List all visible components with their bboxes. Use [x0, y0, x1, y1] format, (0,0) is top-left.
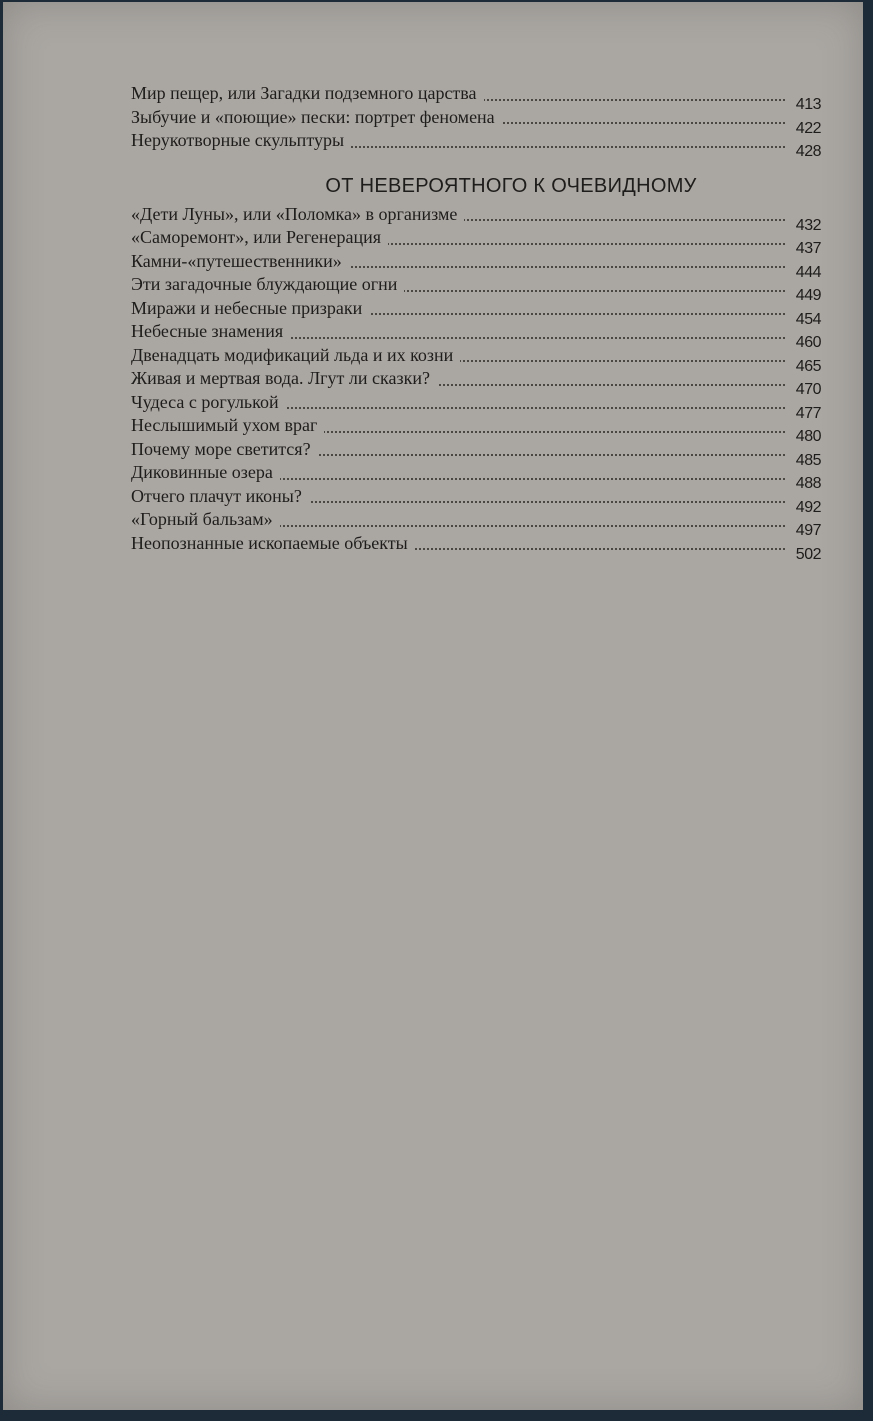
toc-entry — [131, 414, 821, 445]
toc-entry-title: Миражи и небесные призраки — [131, 297, 363, 318]
toc-entry — [131, 320, 821, 351]
toc-entry — [131, 344, 821, 375]
toc-entry-page: 502 — [794, 543, 821, 567]
toc-entry-page: 449 — [794, 284, 821, 308]
toc-entry-title: Камни-«путешественники» — [131, 250, 342, 271]
toc-entry-title: Диковинные озера — [131, 462, 273, 482]
toc-entry-page: 477 — [794, 402, 821, 426]
toc-entry-title: Отчего плачут иконы? — [131, 485, 302, 506]
toc-entry-page: 428 — [794, 140, 821, 164]
toc-entry — [131, 106, 821, 137]
toc-entry-title: Чудеса с рогулькой — [131, 391, 279, 412]
toc-entry — [131, 82, 821, 113]
toc-entry-title: Неопознанные ископаемые объекты — [131, 532, 408, 553]
toc-entry — [131, 532, 821, 563]
toc-entry-title: «Горный бальзам» — [131, 509, 273, 529]
toc-entry-page: 465 — [794, 355, 821, 379]
toc-entry-title: Эти загадочные блуждающие огни — [131, 274, 398, 294]
toc-entry-page: 492 — [794, 496, 821, 520]
toc-entry — [131, 226, 821, 257]
toc-entry-title: Двенадцать модификаций льда и их козни — [131, 344, 454, 365]
toc-entry-page: 485 — [794, 449, 821, 473]
toc-entry — [131, 203, 821, 234]
table-of-contents — [131, 82, 821, 563]
toc-entry-page: 480 — [794, 425, 821, 449]
toc-entry-page: 422 — [794, 117, 821, 141]
toc-entry-page: 488 — [794, 472, 821, 496]
toc-entry — [131, 129, 821, 160]
toc-entry — [131, 367, 821, 398]
toc-entry — [131, 273, 821, 304]
toc-entry-page: 460 — [794, 331, 821, 355]
toc-entry — [131, 438, 821, 469]
toc-entry-page: 497 — [794, 519, 821, 543]
toc-entry-page: 413 — [794, 93, 821, 117]
toc-entry — [131, 508, 821, 539]
toc-entry-title: Нерукотворные скульптуры — [131, 130, 345, 150]
toc-entry-page: 437 — [794, 237, 821, 261]
toc-entry-page: 432 — [794, 214, 821, 238]
toc-entry — [131, 461, 821, 492]
toc-entry-title: Почему море светится? — [131, 438, 311, 459]
toc-entry — [131, 297, 821, 328]
toc-entry-title: Неслышимый ухом враг — [131, 415, 318, 435]
toc-entry-title: Мир пещер, или Загадки подземного царства — [131, 83, 477, 103]
toc-entry-page: 454 — [794, 308, 821, 332]
toc-entry-page: 444 — [794, 261, 821, 285]
toc-entry — [131, 391, 821, 422]
toc-entry-title: Живая и мертвая вода. Лгут ли сказки? — [131, 368, 430, 388]
toc-entry-title: Зыбучие и «поющие» пески: портрет феномена — [131, 106, 495, 127]
book-page — [3, 2, 863, 1410]
section-heading: ОТ НЕВЕРОЯТНОГО К ОЧЕВИДНОМУ — [325, 174, 697, 197]
toc-entry-title: «Дети Луны», или «Поломка» в организме — [131, 203, 458, 224]
toc-entry-page: 470 — [794, 378, 821, 402]
toc-entry-title: «Саморемонт», или Регенерация — [131, 227, 382, 247]
toc-entry-title: Небесные знамения — [131, 321, 284, 341]
toc-entry — [131, 250, 821, 281]
toc-entry — [131, 485, 821, 516]
